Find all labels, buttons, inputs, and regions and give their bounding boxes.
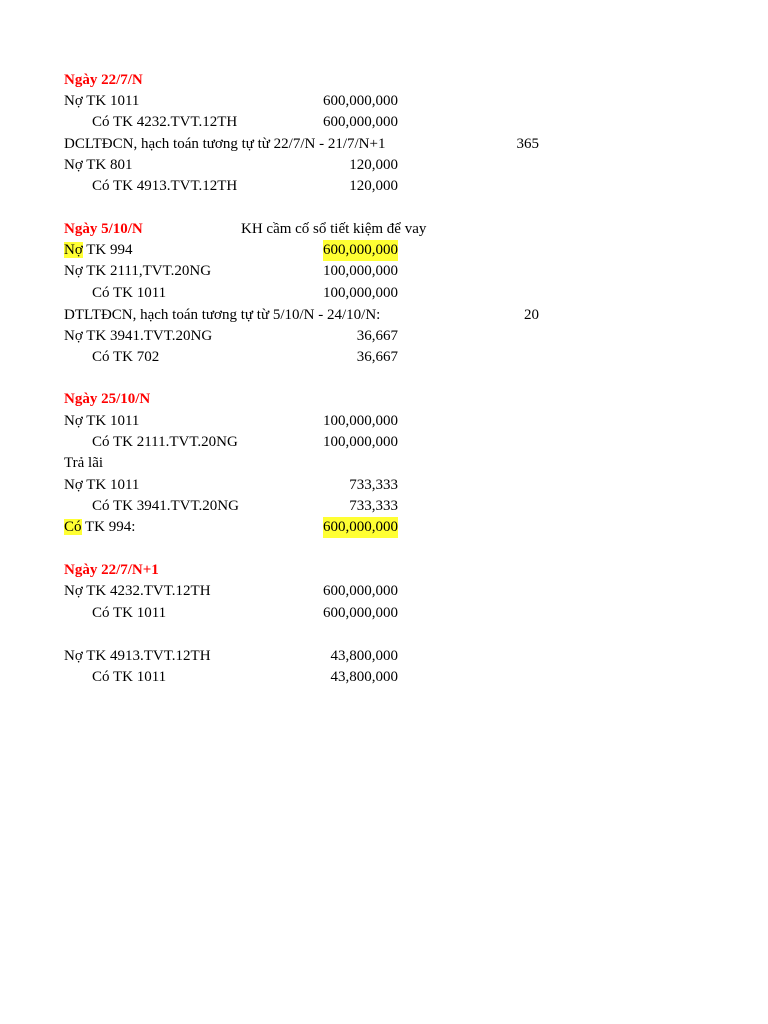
credit-label: Có TK 702 [92,349,160,365]
date-heading: Ngày 22/7/N+1 [64,562,159,578]
day-count: 20 [524,307,539,323]
amount: 600,000,000 [323,517,398,538]
section-3-date-row [0,389,768,410]
highlight: Có [64,519,82,535]
credit-label: Có TK 3941.TVT.20NG [92,498,239,514]
journal-row [0,283,768,304]
journal-row [0,112,768,133]
debit-label: Nợ TK 1011 [64,477,140,493]
highlight: Nợ [64,242,83,258]
journal-row [0,134,768,155]
description: DCLTĐCN, hạch toán tương tự từ 22/7/N - 21/7/N+1 [64,136,386,152]
date-heading: Ngày 25/10/N [64,391,151,407]
amount: 600,000,000 [323,93,398,109]
amount: 600,000,000 [323,605,398,621]
journal-row [0,453,768,474]
amount: 600,000,000 [323,583,398,599]
debit-label: Nợ TK 801 [64,157,133,173]
section-note: KH cầm cố sổ tiết kiệm để vay [241,221,427,237]
section-2-date-row [0,219,768,240]
amount: 600,000,000 [323,114,398,130]
credit-label: Có TK 1011 [92,605,167,621]
day-count: 365 [516,136,539,152]
debit-label: Nợ TK 4232.TVT.12TH [64,583,211,599]
description: Trả lãi [64,455,104,471]
amount: 100,000,000 [323,263,398,279]
journal-row [0,667,768,688]
amount: 120,000 [349,178,398,194]
credit-label: Có TK 994: [64,519,136,535]
credit-label: Có TK 4232.TVT.12TH [92,114,238,130]
journal-row [0,411,768,432]
amount: 120,000 [349,157,398,173]
journal-row [0,581,768,602]
journal-row [0,305,768,326]
section-4-date-row [0,560,768,581]
journal-row [0,475,768,496]
debit-label: Nợ TK 1011 [64,93,140,109]
journal-row [0,155,768,176]
journal-row [0,240,768,261]
debit-label: Nợ TK 4913.TVT.12TH [64,648,211,664]
amount: 600,000,000 [323,240,398,261]
credit-label: Có TK 1011 [92,285,167,301]
amount: 43,800,000 [330,648,398,664]
amount: 733,333 [349,498,398,514]
journal-row [0,326,768,347]
amount: 100,000,000 [323,434,398,450]
journal-row [0,176,768,197]
amount: 100,000,000 [323,413,398,429]
credit-label: Có TK 1011 [92,669,167,685]
journal-row [0,603,768,624]
journal-row [0,432,768,453]
debit-label: Nợ TK 1011 [64,413,140,429]
date-heading: Ngày 22/7/N [64,72,143,88]
amount: 100,000,000 [323,285,398,301]
section-1-date-row [0,70,768,91]
journal-row [0,496,768,517]
debit-label: Nợ TK 2111,TVT.20NG [64,263,212,279]
amount: 36,667 [356,349,398,365]
debit-label: Nợ TK 3941.TVT.20NG [64,328,213,344]
amount: 43,800,000 [330,669,398,685]
amount: 36,667 [356,328,398,344]
description: DTLTĐCN, hạch toán tương tự từ 5/10/N - 24/10/N: [64,307,381,323]
amount: 733,333 [349,477,398,493]
journal-row [0,261,768,282]
credit-label: Có TK 2111.TVT.20NG [92,434,238,450]
journal-row [0,646,768,667]
debit-label: Nợ TK 994 [64,242,133,258]
date-heading: Ngày 5/10/N [64,221,143,237]
journal-row [0,347,768,368]
credit-label: Có TK 4913.TVT.12TH [92,178,238,194]
journal-row [0,91,768,112]
journal-row [0,517,768,538]
